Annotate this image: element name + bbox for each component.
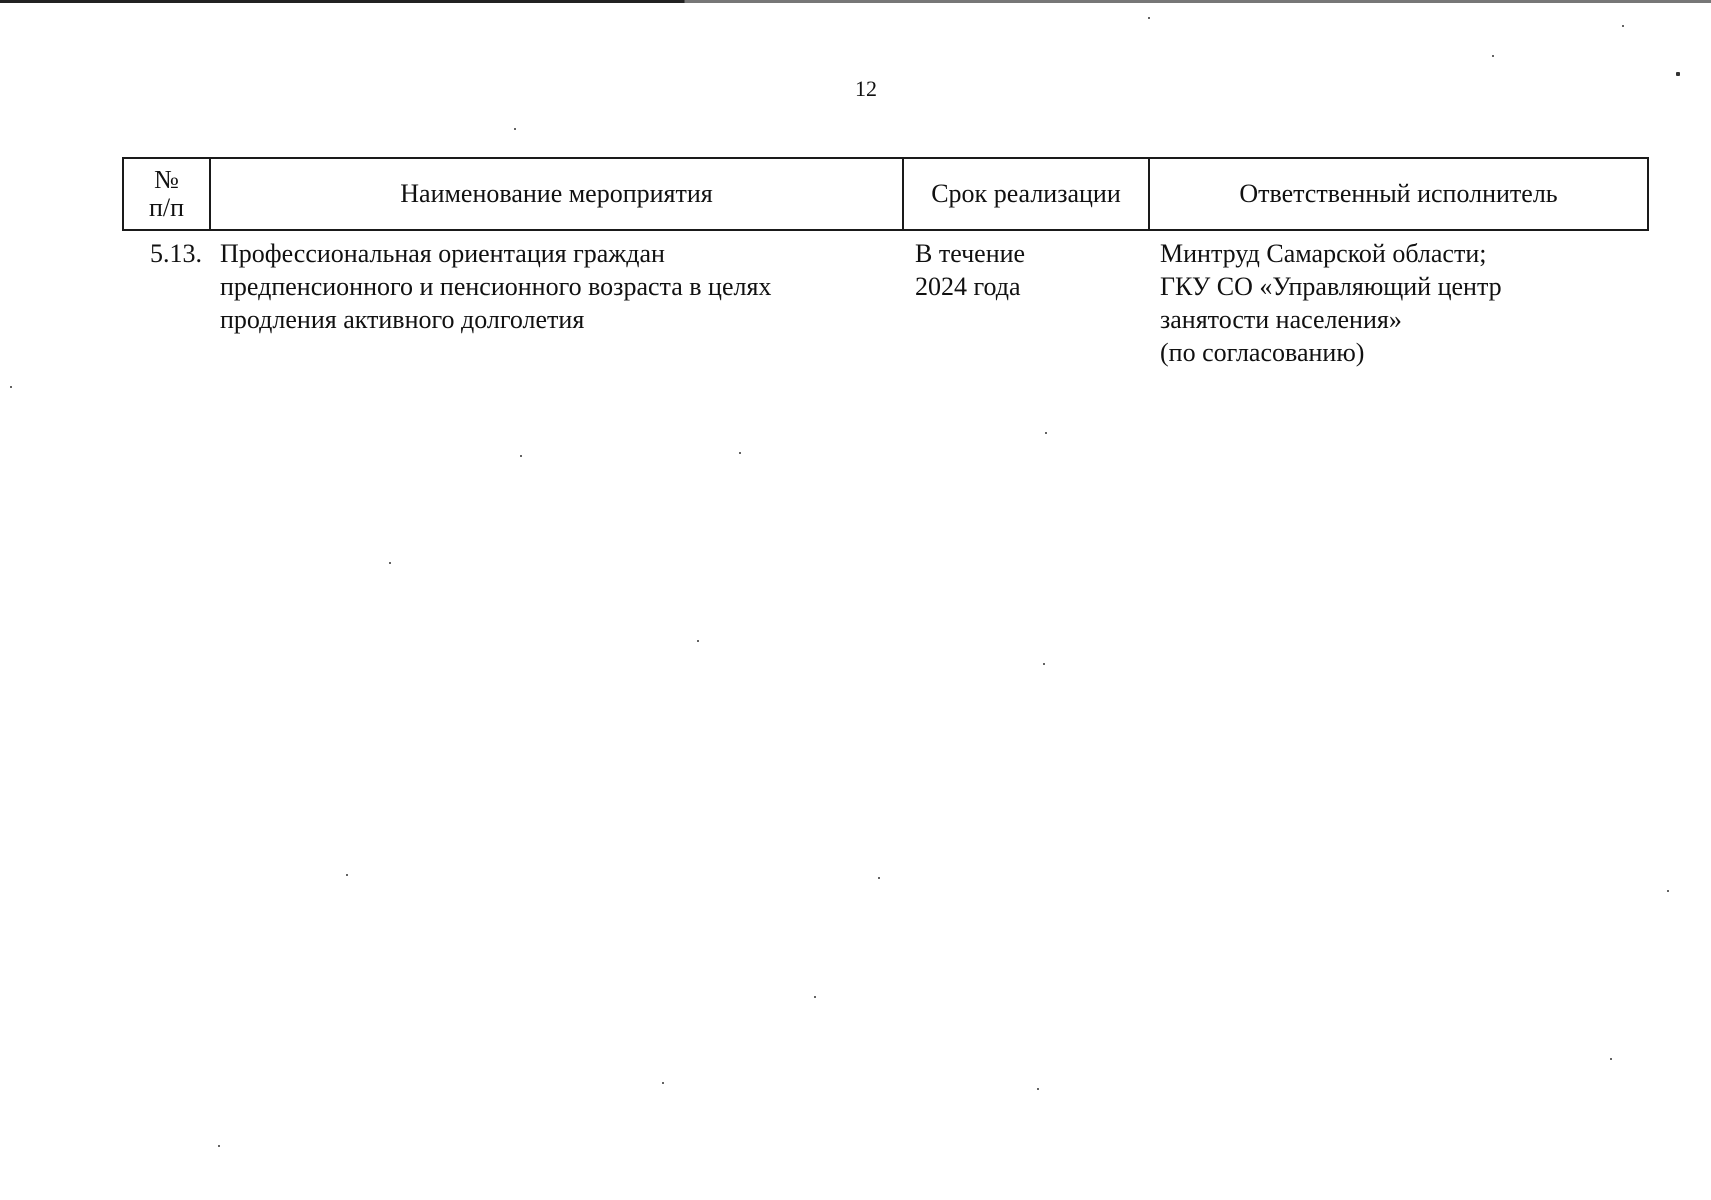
row-name-line: предпенсионного и пенсионного возраста в целях — [220, 272, 772, 301]
page-number: 12 — [855, 76, 877, 101]
scan-speck — [1610, 1058, 1612, 1060]
scan-speck — [878, 877, 880, 879]
scan-speck — [514, 128, 516, 130]
row-number: 5.13. — [150, 239, 202, 268]
scan-speck — [739, 452, 741, 454]
header-name: Наименование мероприятия — [210, 158, 903, 230]
header-number-abbr: п/п — [148, 193, 185, 222]
row-term-line: В течение — [915, 239, 1026, 268]
table-row — [123, 230, 1648, 370]
scan-speck — [814, 996, 816, 998]
row-term — [903, 230, 1149, 370]
header-number — [123, 158, 210, 230]
scan-speck — [1043, 663, 1045, 665]
scan-speck — [662, 1082, 664, 1084]
row-name — [210, 230, 903, 370]
row-responsible — [1149, 230, 1648, 370]
row-responsible-line: ГКУ СО «Управляющий центр — [1160, 272, 1502, 301]
row-responsible-line: занятости населения» — [1160, 305, 1402, 334]
row-name-line: Профессиональная ориентация граждан — [220, 239, 665, 268]
scan-speck — [389, 562, 391, 564]
scan-top-edge — [0, 0, 1711, 3]
scan-speck — [1676, 72, 1680, 76]
row-responsible-line: Минтруд Самарской области; — [1160, 239, 1487, 268]
measures-table — [122, 157, 1649, 370]
scan-speck — [346, 874, 348, 876]
scan-speck — [520, 455, 522, 457]
header-number-symbol: № — [154, 165, 179, 194]
header-row — [123, 158, 1648, 230]
scan-speck — [1045, 432, 1047, 434]
scan-speck — [218, 1145, 220, 1147]
scan-speck — [1667, 890, 1669, 892]
scan-speck — [1622, 25, 1624, 27]
row-term-line: 2024 года — [915, 272, 1021, 301]
scan-speck — [1492, 55, 1494, 57]
scan-speck — [697, 640, 699, 642]
row-name-line: продления активного долголетия — [220, 305, 585, 334]
table-header — [123, 158, 1648, 230]
header-term: Срок реализации — [903, 158, 1149, 230]
header-responsible: Ответственный исполнитель — [1149, 158, 1648, 230]
row-responsible-line: (по согласованию) — [1160, 338, 1365, 367]
scan-speck — [1148, 17, 1150, 19]
table-body — [123, 230, 1648, 370]
scan-speck — [10, 386, 12, 388]
scan-speck — [1037, 1088, 1039, 1090]
